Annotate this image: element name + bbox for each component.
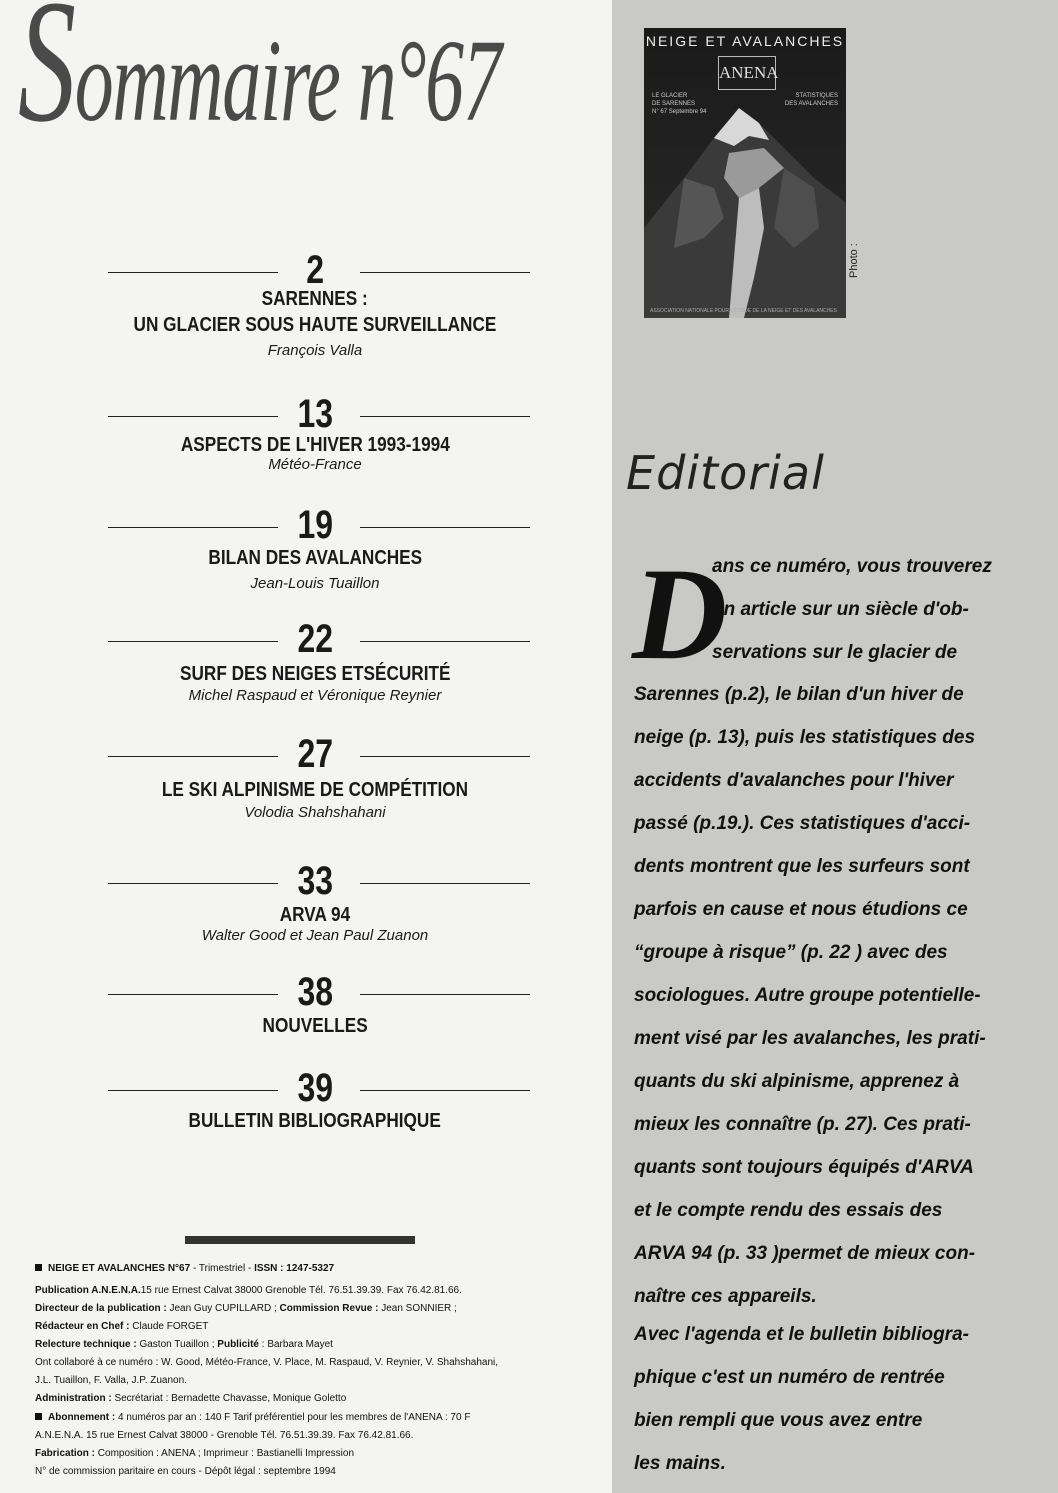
- toc-title: BULLETIN BIBLIOGRAPHIQUE: [188, 1110, 442, 1132]
- toc-page-number: 2: [100, 250, 530, 290]
- editorial-line: quants sont toujours équipés d'ARVA: [634, 1157, 974, 1178]
- imprint-line: NEIGE ET AVALANCHES N°67 - Trimestriel - ISSN : 1247-5327: [35, 1262, 334, 1275]
- toc-title: SURF DES NEIGES ETSÉCURITÉ: [179, 663, 451, 685]
- toc-author: Volodia Shahshahani: [244, 804, 386, 821]
- square-bullet-icon: [35, 1264, 42, 1271]
- editorial-drop-cap: D: [632, 540, 728, 687]
- toc-author: Météo-France: [268, 456, 362, 473]
- editorial-heading: Editorial: [626, 446, 825, 500]
- editorial-line: Avec l'agenda et le bulletin bibliogra-: [634, 1324, 969, 1345]
- imprint-line: Ont collaboré à ce numéro : W. Good, Météo-France, V. Place, M. Raspaud, V. Reynier, V. Shahshahani,: [35, 1357, 499, 1368]
- editorial-line: un article sur un siècle d'ob-: [712, 599, 969, 620]
- editorial-line: et le compte rendu des essais des: [634, 1200, 943, 1221]
- toc-title: ASPECTS DE L'HIVER 1993-1994: [180, 434, 450, 456]
- toc-title-line2: UN GLACIER SOUS HAUTE SURVEILLANCE: [133, 314, 497, 336]
- toc-author: Walter Good et Jean Paul Zuanon: [201, 927, 429, 944]
- divider-bar: [185, 1236, 415, 1244]
- toc-page-number: 38: [100, 972, 530, 1012]
- imprint-line: Relecture technique : Gaston Tuaillon ; Publicité : Barbara Mayet: [35, 1339, 333, 1350]
- editorial-line: bien rempli que vous avez entre: [634, 1410, 923, 1431]
- editorial-line: ARVA 94 (p. 33 )permet de mieux con-: [634, 1243, 976, 1264]
- editorial-line: mieux les connaître (p. 27). Ces prati-: [634, 1114, 971, 1135]
- editorial-line: accidents d'avalanches pour l'hiver: [634, 770, 954, 791]
- editorial-line: phique c'est un numéro de rentrée: [634, 1367, 945, 1388]
- photo-credit: Photo :: [848, 243, 860, 278]
- editorial-line: passé (p.19.). Ces statistiques d'acci-: [634, 813, 971, 834]
- editorial-line: dents montrent que les surfeurs sont: [634, 856, 970, 877]
- imprint-line: Fabrication : Composition : ANENA ; Imprimeur : Bastianelli Impression: [35, 1448, 355, 1459]
- toc-page-number: 22: [100, 619, 530, 659]
- toc-author: Michel Raspaud et Véronique Reynier: [188, 687, 442, 704]
- imprint-line: N° de commission paritaire en cours - Dépôt légal : septembre 1994: [35, 1466, 336, 1477]
- editorial-line: Sarennes (p.2), le bilan d'un hiver de: [634, 684, 964, 705]
- editorial-line: neige (p. 13), puis les statistiques des: [634, 727, 976, 748]
- square-bullet-icon: [35, 1413, 42, 1420]
- cover-right-text: STATISTIQUES DES AVALANCHES: [784, 93, 838, 107]
- toc-author: François Valla: [267, 342, 363, 359]
- cover-thumbnail: [644, 28, 846, 318]
- cover-title: NEIGE ET AVALANCHES: [645, 33, 845, 49]
- editorial-line: ans ce numéro, vous trouverez: [712, 556, 992, 577]
- editorial-line: quants du ski alpinisme, apprenez à: [634, 1071, 960, 1092]
- editorial-line: naître ces appareils.: [634, 1286, 817, 1307]
- cover-bottom-text: ASSOCIATION NATIONALE POUR L'ÉTUDE DE LA NEIGE ET DES AVALANCHES: [650, 308, 837, 314]
- toc-page-number: 13: [100, 394, 530, 434]
- cover-left-text: LE GLACIER DE SARENNES N° 67 Septembre 94: [652, 93, 707, 115]
- imprint-line: J.L. Tuaillon, F. Valla, J.P. Zuanon.: [35, 1375, 187, 1386]
- toc-title: SARENNES :: [261, 288, 369, 310]
- imprint-line: Publication A.N.E.N.A.15 rue Ernest Calvat 38000 Grenoble Tél. 76.51.39.39. Fax 76.42.81.66.: [35, 1285, 462, 1296]
- editorial-line: parfois en cause et nous étudions ce: [634, 899, 968, 920]
- anena-logo: ANENA: [718, 56, 776, 90]
- imprint-line: A.N.E.N.A. 15 rue Ernest Calvat 38000 - Grenoble Tél. 76.51.39.39. Fax 76.42.81.66.: [35, 1430, 414, 1441]
- imprint-line: Directeur de la publication : Jean Guy CUPILLARD ; Commission Revue : Jean SONNIER ;: [35, 1303, 457, 1314]
- title-text: ommaire n°67: [74, 15, 501, 146]
- toc-page-number: 27: [100, 734, 530, 774]
- title-initial: S: [18, 0, 75, 159]
- toc-title: BILAN DES AVALANCHES: [208, 547, 422, 569]
- imprint-line: Administration : Secrétariat : Bernadette Chavasse, Monique Goletto: [35, 1393, 347, 1404]
- editorial-line: servations sur le glacier de: [712, 642, 958, 663]
- editorial-line: sociologues. Autre groupe potentielle-: [634, 985, 981, 1006]
- toc-title: ARVA 94: [279, 904, 351, 926]
- toc-page-number: 19: [100, 505, 530, 545]
- editorial-line: les mains.: [634, 1453, 726, 1474]
- imprint-line: Abonnement : 4 numéros par an : 140 F Tarif préférentiel pour les membres de l'ANENA : 70 F: [35, 1411, 470, 1424]
- page-title: [18, 0, 501, 159]
- toc-title: NOUVELLES: [262, 1015, 368, 1037]
- editorial-line: “groupe à risque” (p. 22 ) avec des: [634, 942, 948, 963]
- toc-title: LE SKI ALPINISME DE COMPÉTITION: [161, 779, 469, 801]
- toc-author: Jean-Louis Tuaillon: [250, 575, 380, 592]
- editorial-line: ment visé par les avalanches, les prati-: [634, 1028, 986, 1049]
- toc-page-number: 39: [100, 1068, 530, 1108]
- imprint-line: Rédacteur en Chef : Claude FORGET: [35, 1321, 209, 1332]
- toc-page-number: 33: [100, 861, 530, 901]
